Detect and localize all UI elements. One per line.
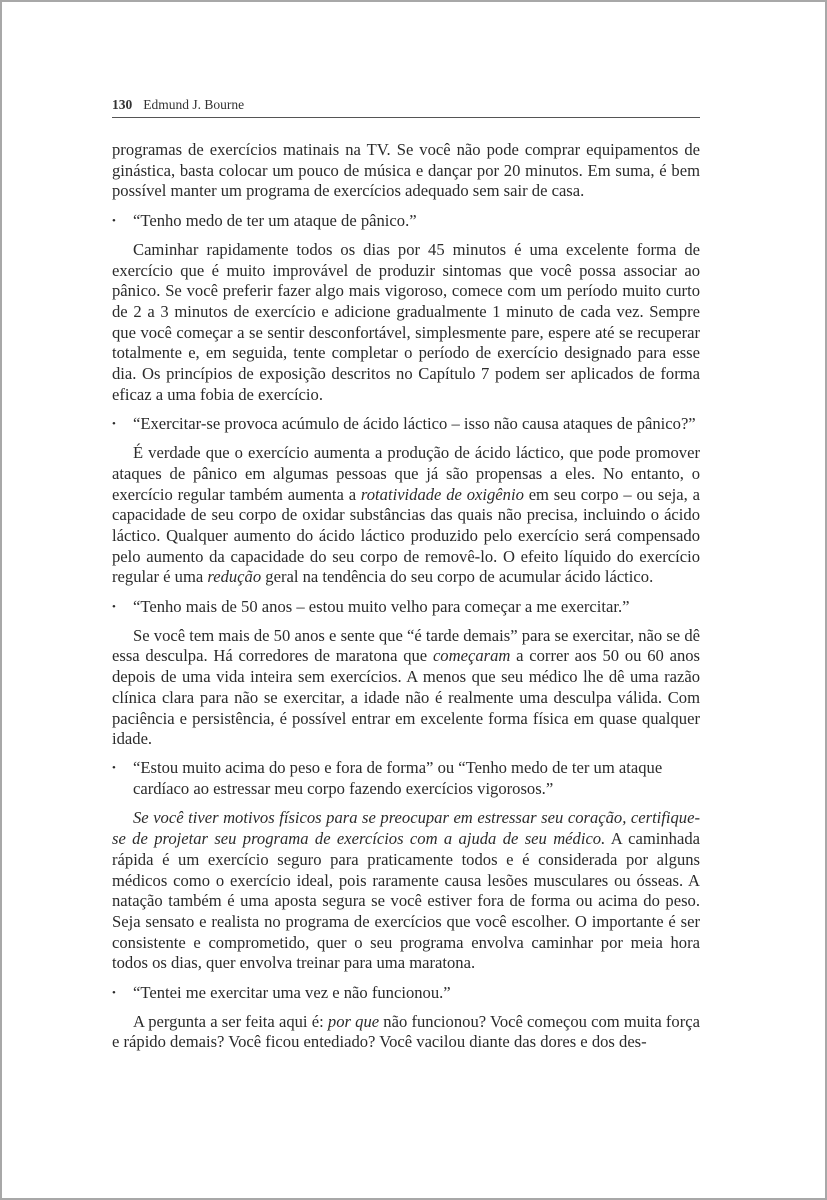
body-text	[112, 140, 700, 1053]
emphasis: por que	[327, 1011, 380, 1031]
bullet-icon: •	[112, 986, 116, 999]
paragraph-continuation: programas de exercícios matinais na TV. Se você não pode comprar equipamentos de ginástica, basta colocar um pouco de música e dançar por 20 minutos. Em suma, é bem possível manter um programa de exercícios adequado sem sair de casa.	[112, 140, 700, 201]
text-run: a correr aos 50 ou 60 anos depois de uma vida inteira sem exercícios. A menos que seu médico lhe dê uma razão clínica clara para não se exercitar, a idade não é realmente uma desculpa válida. Com paciência e persistência, é possível entrar em excelente forma física em quase qualquer idade.	[112, 646, 700, 749]
emphasis: começaram	[432, 646, 511, 666]
emphasis: rotatividade de oxigênio	[360, 484, 524, 504]
emphasis: redução	[207, 567, 262, 587]
bullet-icon: •	[112, 600, 116, 613]
emphasis: Se você tiver motivos físicos para se preocupar em estressar seu coração, certifique-se de projetar seu programa de exercícios com a ajuda de seu médico.	[112, 808, 700, 849]
bullet-text: “Exercitar-se provoca acúmulo de ácido láctico – isso não causa ataques de pânico?”	[133, 413, 696, 433]
book-page	[112, 97, 700, 1062]
bullet-item	[112, 758, 700, 799]
bullet-item	[112, 414, 700, 435]
bullet-icon: •	[112, 214, 116, 227]
bullet-text: “Tenho medo de ter um ataque de pânico.”	[133, 210, 417, 230]
bullet-text: “Tenho mais de 50 anos – estou muito velho para começar a me exercitar.”	[133, 596, 630, 616]
text-run: não funcionou? Você começou com muita força e rápido demais? Você ficou entediado? Você vacilou diante das dores e dos des-	[112, 1011, 700, 1052]
text-run: A pergunta a ser feita aqui é:	[133, 1011, 328, 1031]
paragraph: Caminhar rapidamente todos os dias por 45 minutos é uma excelente forma de exercício que é muito improvável de produzir sintomas que você possa associar ao pânico. Se você preferir fazer algo mais vigoroso, comece com um período muito curto de 2 a 3 minutos de exercício e adicione gradualmente 1 minuto de cada vez. Sempre que você começar a se sentir desconfortável, simplesmente pare, espere até se recuperar totalmente e, em seguida, tente completar o período de exercício designado para esse dia. Os princípios de exposição descritos no Capítulo 7 podem ser aplicados de forma eficaz a uma fobia de exercício.	[112, 239, 700, 404]
bullet-text: “Estou muito acima do peso e fora de forma” ou “Tenho medo de ter um ataque cardíaco ao estressar meu corpo fazendo exercícios vigorosos.”	[133, 758, 663, 799]
text-run: geral na tendência do seu corpo de acumular ácido láctico.	[261, 567, 654, 587]
bullet-item	[112, 983, 700, 1004]
text-run: A caminhada rápida é um exercício seguro para praticamente todos e é considerada por alguns médicos como o exercício ideal, pois raramente causa lesões musculares ou ósseas. A natação também é uma aposta segura se você estiver fora de forma ou acima do peso. Seja sensato e realista no programa de exercícios que você escolher. O importante é ser consistente e comprometido, quer o seu programa envolva caminhar por meia hora todos os dias, quer envolva treinar para uma maratona.	[112, 829, 700, 973]
text-run: em seu corpo – ou seja, a capacidade de seu corpo de oxidar substâncias das quais não precisa, incluindo o ácido láctico. Qualquer aumento do ácido láctico produzido pelo exercício será compensado pelo aumento da capacidade do seu corpo de removê-lo. O efeito líquido do exercício regular é uma	[112, 484, 700, 587]
bullet-text: “Tentei me exercitar uma vez e não funcionou.”	[133, 982, 451, 1002]
text-run: É verdade que o exercício aumenta a produção de ácido láctico, que pode promover ataques de pânico em algumas pessoas que já são propensas a eles. No entanto, o exercício regular também aumenta a	[112, 443, 700, 504]
bullet-item	[112, 211, 700, 232]
bullet-icon: •	[112, 762, 116, 775]
running-header	[112, 97, 700, 118]
text-run: Se você tem mais de 50 anos e sente que “é tarde demais” para se exercitar, não se dê essa desculpa. Há corredores de maratona que	[112, 625, 700, 666]
page-number: 130	[112, 97, 133, 112]
bullet-icon: •	[112, 417, 116, 430]
paragraph	[112, 443, 700, 588]
paragraph	[112, 626, 700, 750]
paragraph	[112, 808, 700, 974]
bullet-item	[112, 597, 700, 618]
paragraph	[112, 1012, 700, 1053]
author-name: Edmund J. Bourne	[143, 97, 245, 112]
